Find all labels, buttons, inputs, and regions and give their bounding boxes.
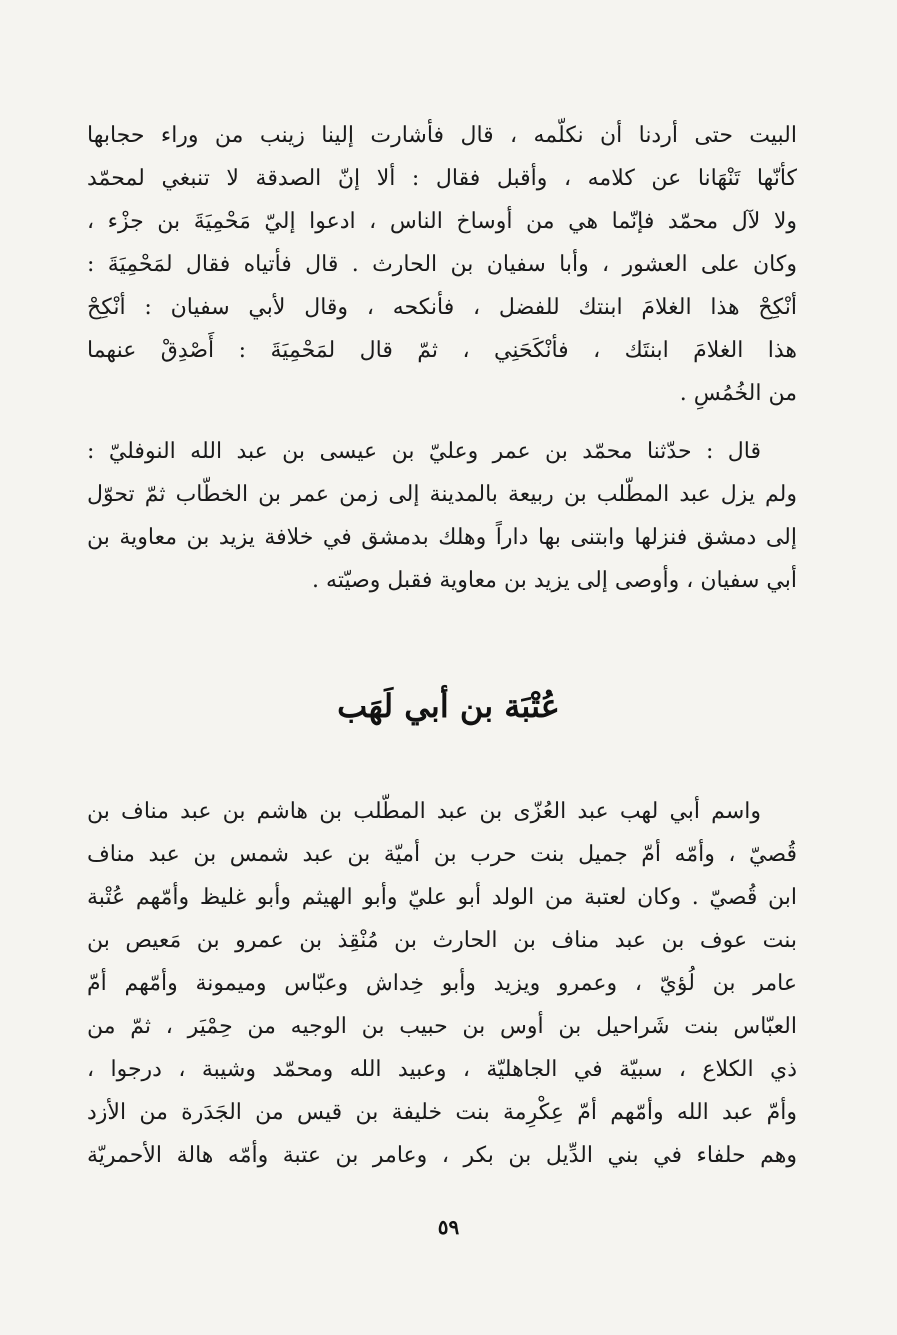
text-line: ابن قُصيّ . وكان لعتبة من الولد أبو عليّ وأبو الهيثم وأبو غليظ وأمّهم عُتْبة: [87, 885, 797, 910]
paragraph-2: [87, 430, 797, 602]
text-line: ولم يزل عبد المطّلب بن ربيعة بالمدينة إلى زمن عمر بن الخطّاب ثمّ تحوّل: [87, 482, 797, 507]
page-number: ٥٩: [437, 1215, 460, 1239]
text-line: بنت عوف بن عبد مناف بن الحارث بن مُنْقِذ بن عمرو بن مَعيص بن: [87, 928, 797, 953]
text-line: هذا الغلامَ ابنتَك ، فأنْكَحَنِي ، ثمّ قال لمَحْمِيَةَ : أَصْدِقْ عنهما: [87, 338, 797, 363]
text-line: إلى دمشق فنزلها وابتنى بها داراً وهلك بدمشق في خلافة يزيد بن معاوية بن: [87, 525, 797, 550]
text-line: وهم حلفاء في بني الدِّيل بن بكر ، وعامر بن عتبة وأمّه هالة الأحمريّة: [87, 1143, 797, 1168]
text-line: قال : حدّثنا محمّد بن عمر وعليّ بن عيسى بن عبد الله النوفليّ :: [87, 439, 761, 464]
paragraph-1: [87, 114, 797, 415]
text-line: كأنّها تَنْهَانا عن كلامه ، وأقبل فقال : ألا إنّ الصدقة لا تنبغي لمحمّد: [87, 166, 797, 191]
text-line: عامر بن لُؤيّ ، وعمرو ويزيد وأبو خِداش وعبّاس وميمونة وأمّهم أمّ: [87, 971, 797, 996]
section-heading: عُتْبَة بن أبي لَهَب: [337, 687, 560, 725]
text-line: البيت حتى أردنا أن نكلّمه ، قال فأشارت إلينا زينب من وراء حجابها: [87, 123, 797, 148]
paragraph-3: [87, 790, 797, 1177]
text-line: وأمّ عبد الله وأمّهم أمّ عِكْرِمة بنت خليفة بن قيس من الجَدَرة من الأزد: [87, 1100, 797, 1125]
text-line: ولا لآل محمّد فإنّما هي من أوساخ الناس ، ادعوا إليّ مَحْمِيَةَ بن جزْء ،: [87, 209, 797, 234]
text-line: العبّاس بنت شَراحيل بن أوس بن حبيب بن الوجيه من حِمْيَر ، ثمّ من: [87, 1014, 797, 1039]
text-line: واسم أبي لهب عبد العُزّى بن عبد المطّلب بن هاشم بن عبد مناف بن: [87, 799, 761, 824]
text-line: من الخُمُسِ .: [679, 381, 797, 406]
text-line: قُصيّ ، وأمّه أمّ جميل بنت حرب بن أميّة بن عبد شمس بن عبد مناف: [87, 842, 797, 867]
text-line: أبي سفيان ، وأوصى إلى يزيد بن معاوية فقبل وصيّته .: [312, 568, 797, 593]
text-line: ذي الكلاع ، سبيّة في الجاهليّة ، وعبيد الله ومحمّد وشيبة ، درجوا ،: [87, 1057, 797, 1082]
text-line: وكان على العشور ، وأبا سفيان بن الحارث . قال فأتياه فقال لمَحْمِيَةَ :: [87, 252, 797, 277]
text-line: أنْكِحْ هذا الغلامَ ابنتك للفضل ، فأنكحه ، وقال لأبي سفيان : أنْكِحْ: [87, 295, 797, 320]
